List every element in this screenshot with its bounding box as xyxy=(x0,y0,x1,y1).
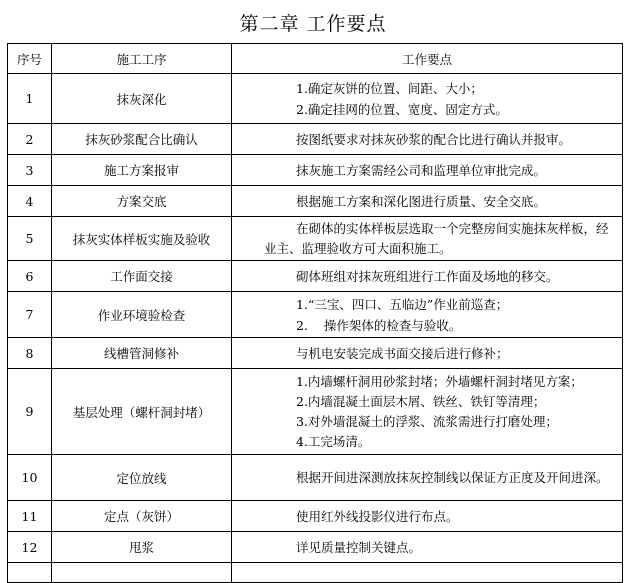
row-no: 10 xyxy=(8,455,52,501)
point-line: 详见质量控制关键点。 xyxy=(296,539,422,555)
point-line: 2.确定挂网的位置、宽度、固定方式。 xyxy=(296,101,508,117)
point-line: 根据开间进深测放抹灰控制线以保证方正度及开间进深。 xyxy=(296,469,609,485)
row-points xyxy=(232,261,623,292)
header-points: 工作要点 xyxy=(232,44,623,74)
point-line: 1.“三宝、四口、五临边”作业前巡查； xyxy=(296,296,509,312)
row-process: 施工方案报审 xyxy=(52,155,232,186)
row-process: 定点（灰饼） xyxy=(52,501,232,532)
table-row xyxy=(8,217,623,261)
table-row xyxy=(8,292,623,338)
point-line: 与机电安装完成书面交接后进行修补； xyxy=(296,345,509,361)
row-process: 线槽管洞修补 xyxy=(52,338,232,369)
point-line: 按图纸要求对抹灰砂浆的配合比进行确认并报审。 xyxy=(296,131,572,147)
point-line: 1.确定灰饼的位置、间距、大小； xyxy=(296,80,483,96)
table-header-row xyxy=(8,44,623,74)
table-row xyxy=(8,532,623,563)
row-points xyxy=(232,338,623,369)
row-process: 工作面交接 xyxy=(52,261,232,292)
point-line: 1.内墙螺杆洞用砂浆封堵；外墙螺杆洞封堵见方案； xyxy=(296,373,583,389)
row-no: 8 xyxy=(8,338,52,369)
table-row xyxy=(8,501,623,532)
row-no: 7 xyxy=(8,292,52,338)
row-process: 抹灰深化 xyxy=(52,74,232,124)
point-line: 4.工完场清。 xyxy=(296,433,371,449)
empty-cell xyxy=(52,563,232,583)
table-row xyxy=(8,455,623,501)
work-points-table xyxy=(7,43,623,583)
row-points xyxy=(232,455,623,501)
point-line: 根据施工方案和深化图进行质量、安全交底。 xyxy=(296,193,547,209)
row-process: 定位放线 xyxy=(52,455,232,501)
row-points xyxy=(232,501,623,532)
row-points xyxy=(232,74,623,124)
row-no: 2 xyxy=(8,124,52,155)
point-line: 2.内墙混凝土面层木屑、铁丝、铁钉等清理； xyxy=(296,393,546,409)
row-no: 11 xyxy=(8,501,52,532)
table-row xyxy=(8,369,623,455)
header-no: 序号 xyxy=(8,44,52,74)
point-line: 3.对外墙混凝土的浮浆、流浆需进行打磨处理； xyxy=(296,413,558,429)
point-line: 砌体班组对抹灰班组进行工作面及场地的移交。 xyxy=(296,268,559,284)
table-row xyxy=(8,261,623,292)
row-points xyxy=(232,124,623,155)
row-points xyxy=(232,532,623,563)
row-no: 9 xyxy=(8,369,52,455)
page-title: 第二章 工作要点 xyxy=(239,13,387,35)
row-points xyxy=(232,217,623,261)
row-no: 3 xyxy=(8,155,52,186)
point-line: 在砌体的实体样板层选取一个完整房间实施抹灰样板，经业主、监理验收方可大面积施工。 xyxy=(264,220,609,256)
row-process: 基层处理（螺杆洞封堵） xyxy=(52,369,232,455)
table-row xyxy=(8,186,623,217)
row-process: 抹灰实体样板实施及验收 xyxy=(52,217,232,261)
table-row xyxy=(8,74,623,124)
row-process: 抹灰砂浆配合比确认 xyxy=(52,124,232,155)
row-process: 作业环境验检查 xyxy=(52,292,232,338)
point-line: 使用红外线投影仪进行布点。 xyxy=(296,508,459,524)
row-no: 6 xyxy=(8,261,52,292)
table-row xyxy=(8,155,623,186)
point-line: 抹灰施工方案需经公司和监理单位审批完成。 xyxy=(296,162,547,178)
empty-cell xyxy=(8,563,52,583)
row-no: 5 xyxy=(8,217,52,261)
point-line: 2. 操作架体的检查与验收。 xyxy=(296,317,462,333)
row-points xyxy=(232,369,623,455)
table-row xyxy=(8,124,623,155)
row-no: 1 xyxy=(8,74,52,124)
table-row xyxy=(8,338,623,369)
row-no: 12 xyxy=(8,532,52,563)
table-row-partial xyxy=(8,563,623,583)
row-points xyxy=(232,186,623,217)
row-points xyxy=(232,292,623,338)
row-points xyxy=(232,155,623,186)
header-process: 施工工序 xyxy=(52,44,232,74)
row-process: 方案交底 xyxy=(52,186,232,217)
row-process: 甩浆 xyxy=(52,532,232,563)
empty-cell xyxy=(232,563,623,583)
row-no: 4 xyxy=(8,186,52,217)
